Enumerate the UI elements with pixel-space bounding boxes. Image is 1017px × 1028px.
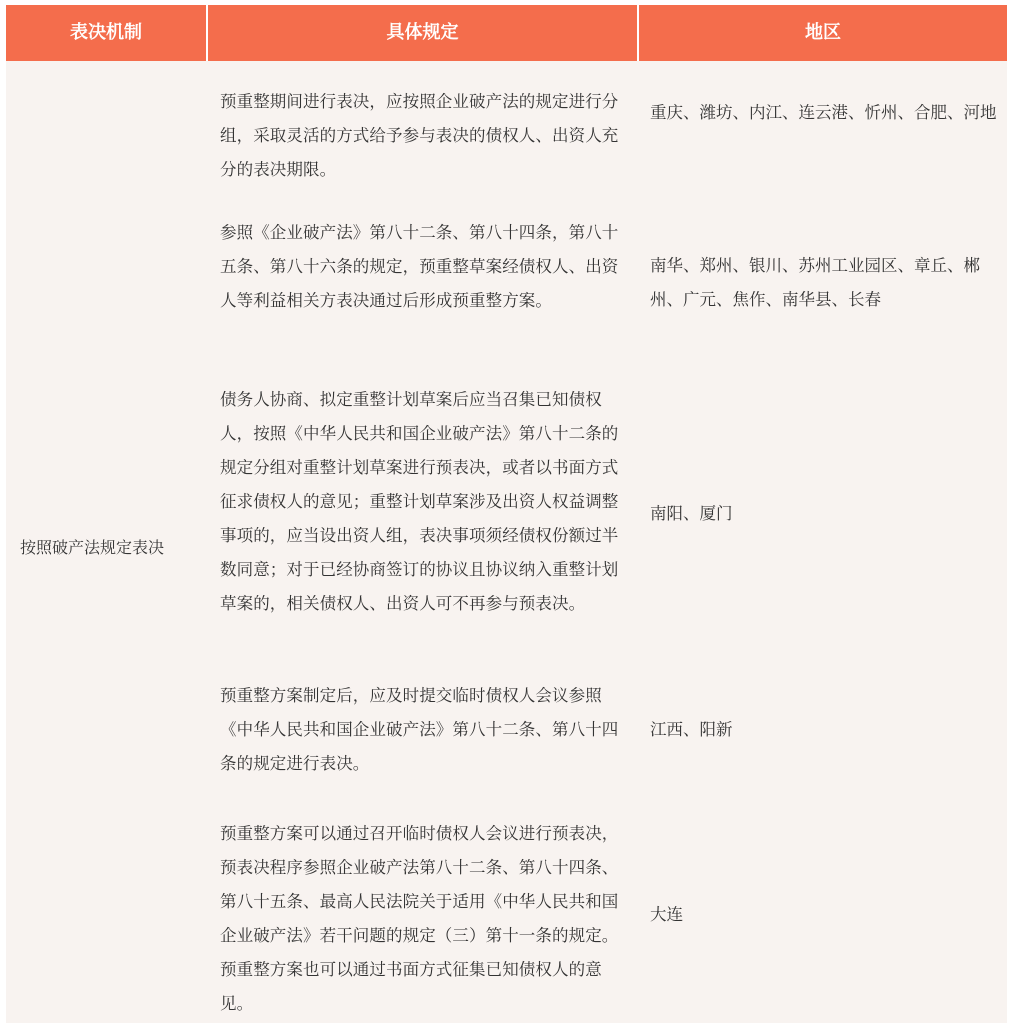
region-cell-2: 南华、郑州、银川、苏州工业园区、章丘、郴州、广元、焦作、南华县、长春: [650, 256, 980, 309]
header-rule: 具体规定: [386, 22, 459, 43]
header-mechanism: 表决机制: [70, 22, 142, 43]
header-region: 地区: [805, 22, 841, 43]
mechanism-cell: 按照破产法规定表决: [20, 538, 165, 557]
table-header-row: [6, 5, 1007, 61]
region-cell-5: 大连: [650, 905, 683, 924]
rule-cell-3: 债务人协商、拟定重整计划草案后应当召集已知债权人，按照《中华人民共和国企业破产法》第八十二条的规定分组对重整计划草案进行预表决，或者以书面方式征求债权人的意见；重整计划草案涉及出资人权益调整事项的，应当设出资人组，表决事项须经债权份额过半数同意；对于已经协商签订的协议且协议纳入重整计划草案的，相关债权人、出资人可不再参与预表决。: [220, 390, 619, 613]
region-cell-4: 江西、阳新: [650, 720, 733, 739]
rule-cell-2: 参照《企业破产法》第八十二条、第八十四条，第八十五条、第八十六条的规定，预重整草案经债权人、出资人等利益相关方表决通过后形成预重整方案。: [220, 223, 619, 310]
rule-cell-4: 预重整方案制定后，应及时提交临时债权人会议参照《中华人民共和国企业破产法》第八十二条、第八十四条的规定进行表决。: [220, 686, 619, 773]
region-cell-1: 重庆、潍坊、内江、连云港、忻州、合肥、河地: [650, 103, 997, 122]
region-cell-3: 南阳、厦门: [650, 504, 733, 523]
rule-cell-1: 预重整期间进行表决，应按照企业破产法的规定进行分组，采取灵活的方式给予参与表决的债权人、出资人充分的表决期限。: [220, 92, 619, 179]
regulation-table: [6, 5, 1007, 1023]
rule-cell-5: 预重整方案可以通过召开临时债权人会议进行预表决，预表决程序参照企业破产法第八十二条、第八十四条、第八十五条、最高人民法院关于适用《中华人民共和国企业破产法》若干问题的规定（三）第十一条的规定。预重整方案也可以通过书面方式征集已知债权人的意见。: [220, 824, 619, 1013]
